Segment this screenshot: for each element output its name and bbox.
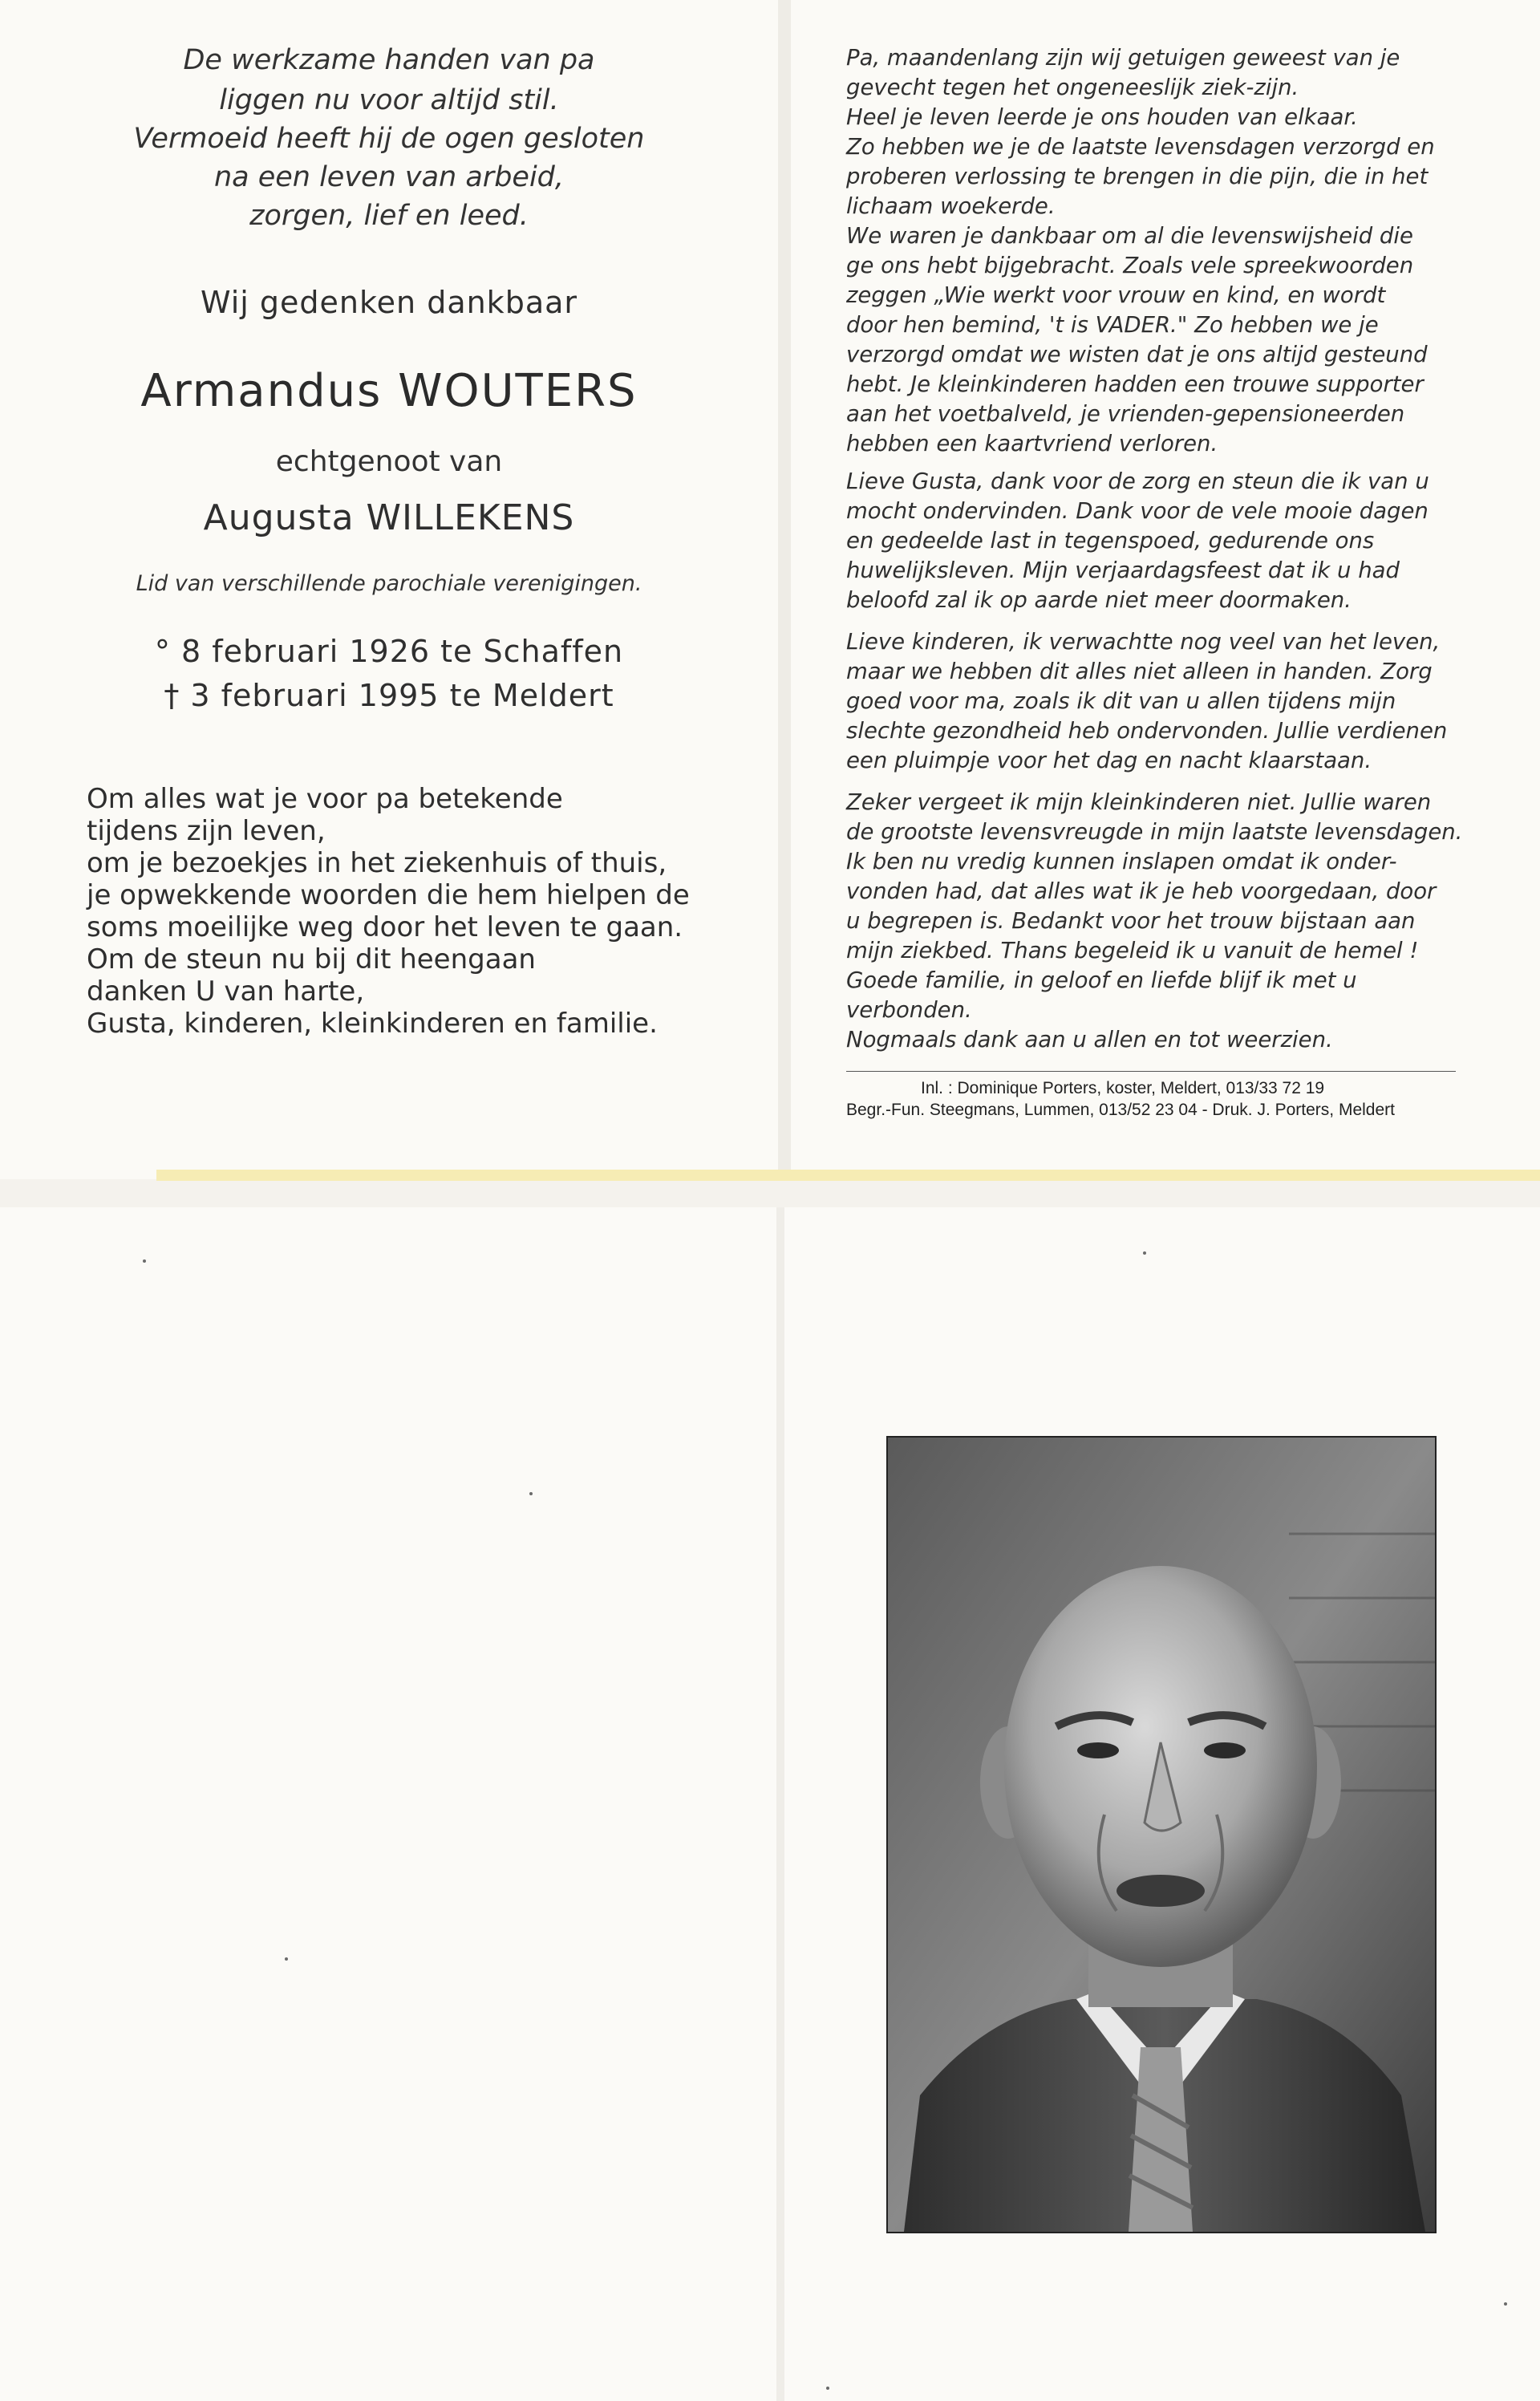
birth-date: ° 8 februari 1926 te Schaffen [154, 634, 624, 669]
letter-line: Zo hebben we je de laatste levensdagen verzorgd en [846, 134, 1435, 160]
deceased-name: Armandus WOUTERS [140, 365, 638, 417]
scan-speck [529, 1492, 533, 1495]
membership-note: Lid van verschillende parochiale verenigingen. [136, 571, 642, 596]
thanks-line: Gusta, kinderen, kleinkinderen en familie. [87, 1008, 658, 1040]
letter-line: vonden had, dat alles wat ik je heb voorgedaan, door [846, 878, 1437, 904]
letter-line: de grootste levensvreugde in mijn laatste levensdagen. [846, 819, 1463, 845]
letter-line: hebt. Je kleinkinderen hadden een trouwe supporter [846, 371, 1424, 397]
outer-left-panel [0, 1207, 776, 2401]
credit-line: Inl. : Dominique Porters, koster, Meldert, 013/33 72 19 [921, 1079, 1325, 1097]
memorial-heading: Wij gedenken dankbaar [200, 285, 578, 320]
outer-fold [776, 1207, 784, 2401]
center-fold [778, 0, 791, 1179]
letter-line: slechte gezondheid heb ondervonden. Jullie verdienen [846, 718, 1448, 744]
letter-line: Lieve Gusta, dank voor de zorg en steun die ik van u [846, 468, 1429, 494]
letter-line: u begrepen is. Bedankt voor het trouw bijstaan aan [846, 908, 1416, 934]
portrait-photo [886, 1436, 1437, 2233]
letter-paragraph-2 [846, 467, 1429, 615]
letter-paragraph-1 [846, 43, 1435, 459]
letter-line: een pluimpje voor het dag en nacht klaarstaan. [846, 748, 1372, 773]
letter-line: huwelijksleven. Mijn verjaardagsfeest dat ik u had [846, 558, 1400, 583]
death-date: † 3 februari 1995 te Meldert [164, 678, 614, 713]
thanks-line: Om alles wat je voor pa betekende [87, 783, 563, 815]
portrait-illustration [888, 1438, 1435, 2232]
letter-line: Ik ben nu vredig kunnen inslapen omdat ik onder- [846, 849, 1397, 874]
scan-speck [285, 1957, 288, 1961]
scan-speck [1504, 2302, 1507, 2306]
letter-line: en gedeelde last in tegenspoed, gedurende ons [846, 528, 1375, 554]
letter-line: maar we hebben dit alles niet alleen in handen. Zorg [846, 659, 1433, 684]
letter-line: Goede familie, in geloof en liefde blijf ik met u [846, 967, 1357, 993]
spouse-name: Augusta WILLEKENS [203, 497, 575, 538]
letter-line: Pa, maandenlang zijn wij getuigen geweest van je [846, 45, 1400, 71]
letter-line: mocht ondervinden. Dank voor de vele mooie dagen [846, 498, 1429, 524]
scan-speck [1143, 1251, 1146, 1255]
letter-line: lichaam woekerde. [846, 193, 1056, 219]
poem-line: na een leven van arbeid, [213, 161, 565, 193]
thanks-line: Om de steun nu bij dit heengaan [87, 943, 536, 975]
thanks-line: tijdens zijn leven, [87, 815, 326, 847]
scan-speck [143, 1259, 146, 1263]
letter-line: verbonden. [846, 997, 972, 1023]
letter-paragraph-4 [846, 788, 1462, 1055]
letter-line: We waren je dankbaar om al die levenswijsheid die [846, 223, 1413, 249]
letter-line: Zeker vergeet ik mijn kleinkinderen niet. Jullie waren [846, 789, 1432, 815]
poem-line: zorgen, lief en leed. [249, 200, 529, 232]
letter-line: ge ons hebt bijgebracht. Zoals vele spreekwoorden [846, 253, 1414, 278]
credits-divider [846, 1071, 1456, 1072]
thanks-line: soms moeilijke weg door het leven te gaan. [87, 911, 683, 943]
letter-line: verzorgd omdat we wisten dat je ons altijd gesteund [846, 342, 1428, 367]
letter-line: door hen bemind, 't is VADER." Zo hebben we je [846, 312, 1379, 338]
credit-line: Begr.-Fun. Steegmans, Lummen, 013/52 23 04 - Druk. J. Porters, Meldert [846, 1101, 1395, 1119]
paper-edge-strip [156, 1170, 1540, 1181]
scan-gap [0, 1181, 1540, 1207]
poem-line: liggen nu voor altijd stil. [219, 84, 559, 116]
letter-line: proberen verlossing te brengen in die pijn, die in het [846, 164, 1429, 189]
letter-line: Lieve kinderen, ik verwachtte nog veel van het leven, [846, 629, 1441, 655]
letter-line: mijn ziekbed. Thans begeleid ik u vanuit de hemel ! [846, 938, 1419, 963]
letter-line: goed voor ma, zoals ik dit van u allen tijdens mijn [846, 688, 1396, 714]
thanks-line: danken U van harte, [87, 975, 365, 1008]
letter-paragraph-3 [846, 627, 1447, 776]
letter-line: Heel je leven leerde je ons houden van elkaar. [846, 104, 1358, 130]
letter-line: aan het voetbalveld, je vrienden-gepensioneerden [846, 401, 1405, 427]
poem-line: De werkzame handen van pa [183, 44, 595, 76]
letter-line: hebben een kaartvriend verloren. [846, 431, 1218, 456]
poem-line: Vermoeid heeft hij de ogen gesloten [133, 123, 645, 155]
letter-line: beloofd zal ik op aarde niet meer doormaken. [846, 587, 1352, 613]
thanks-line: om je bezoekjes in het ziekenhuis of thuis, [87, 847, 667, 879]
scan-speck [826, 2387, 829, 2390]
thanks-line: je opwekkende woorden die hem hielpen de [87, 879, 690, 911]
letter-line: gevecht tegen het ongeneeslijk ziek-zijn. [846, 75, 1299, 100]
spouse-label: echtgenoot van [275, 445, 503, 478]
letter-line: zeggen „Wie werkt voor vrouw en kind, en wordt [846, 282, 1386, 308]
letter-line: Nogmaals dank aan u allen en tot weerzien. [846, 1027, 1333, 1052]
